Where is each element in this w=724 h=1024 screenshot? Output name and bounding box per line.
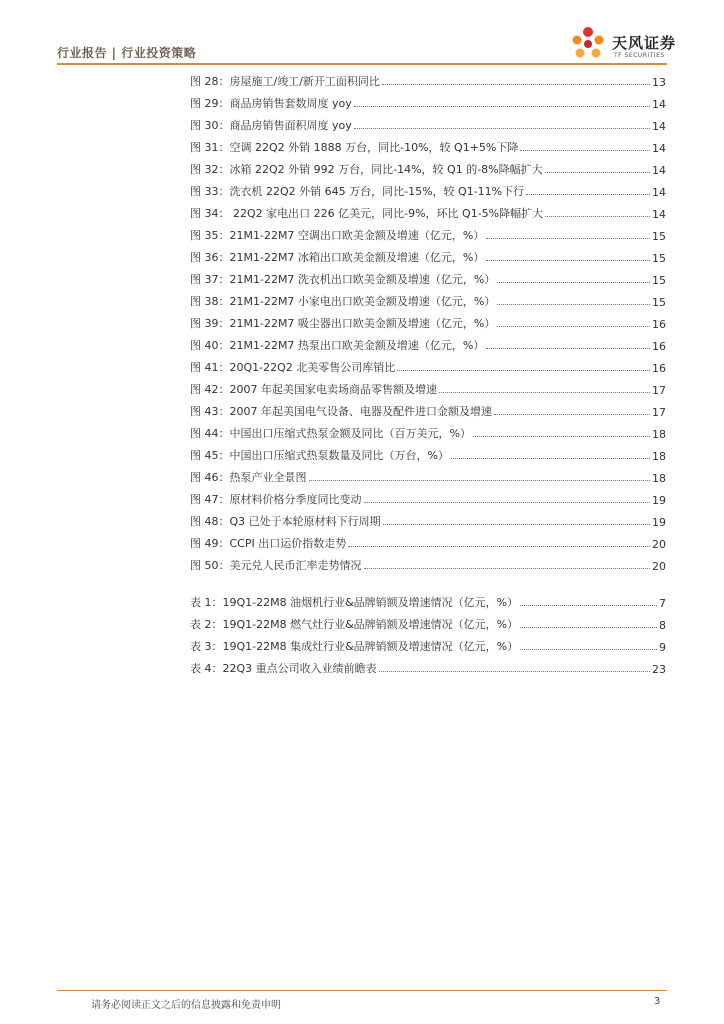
toc-entry[interactable] [190, 89, 666, 111]
toc-entry-title: 图 33：洗衣机 22Q2 外销 645 万台，同比-15%，较 Q1-11%下行 [190, 185, 525, 198]
page-number: 3 [654, 996, 661, 1007]
table-toc [190, 588, 666, 676]
dot-leader [439, 391, 650, 393]
toc-entry-page: 14 [652, 120, 666, 133]
toc-entry-page: 20 [652, 560, 666, 573]
toc-entry[interactable] [190, 419, 666, 441]
toc-entry-page: 18 [652, 472, 666, 485]
toc-entry-page: 14 [652, 164, 666, 177]
toc-entry-title: 图 35：21M1-22M7 空调出口欧美金额及增速（亿元，%） [190, 229, 485, 242]
toc-entry-title: 图 45：中国出口压缩式热泵数量及同比（万台，%） [190, 449, 449, 462]
toc-entry-title: 表 2：19Q1-22M8 燃气灶行业&品牌销额及增速情况（亿元，%） [190, 618, 519, 631]
toc-entry-title: 图 30：商品房销售面积周度 yoy [190, 119, 352, 132]
toc-entry-title: 图 38：21M1-22M7 小家电出口欧美金额及增速（亿元，%） [190, 295, 496, 308]
toc-entry-page: 15 [652, 274, 666, 287]
figure-toc [190, 67, 666, 573]
toc-entry-title: 图 50：美元兑人民币汇率走势情况 [190, 559, 362, 572]
toc-entry-title: 图 28：房屋施工/竣工/新开工面积同比 [190, 75, 380, 88]
dot-leader [451, 457, 650, 459]
footer-disclaimer: 请务必阅读正文之后的信息披露和免责申明 [91, 1000, 281, 1011]
toc-entry-page: 16 [652, 340, 666, 353]
toc-entry-page: 23 [652, 663, 666, 676]
toc-entry-title: 图 37：21M1-22M7 洗衣机出口欧美金额及增速（亿元，%） [190, 273, 496, 286]
dot-leader [354, 105, 650, 107]
toc-entry-page: 14 [652, 98, 666, 111]
dot-leader [364, 567, 651, 569]
toc-entry-title: 图 41：20Q1-22Q2 北美零售公司库销比 [190, 361, 396, 374]
toc-entry-title: 图 46：热泵产业全景图 [190, 471, 307, 484]
dot-leader [348, 545, 650, 547]
header-divider [57, 63, 667, 65]
toc-entry-page: 15 [652, 296, 666, 309]
toc-entry[interactable] [190, 588, 666, 610]
toc-entry[interactable] [190, 309, 666, 331]
flower-logo-icon [568, 24, 608, 64]
dot-leader [494, 413, 650, 415]
dot-leader [520, 604, 657, 606]
dot-leader [486, 237, 650, 239]
toc-entry-page: 7 [659, 597, 666, 610]
dot-leader [397, 369, 650, 371]
toc-entry-page: 18 [652, 450, 666, 463]
toc-entry-title: 图 32：冰箱 22Q2 外销 992 万台，同比-14%，较 Q1 的-8%降幅扩大 [190, 163, 543, 176]
toc-entry-title: 图 29：商品房销售套数周度 yoy [190, 97, 352, 110]
toc-entry[interactable] [190, 610, 666, 632]
toc-entry-title: 图 39：21M1-22M7 吸尘器出口欧美金额及增速（亿元，%） [190, 317, 496, 330]
toc-entry-title: 图 44：中国出口压缩式热泵金额及同比（百万美元，%） [190, 427, 471, 440]
toc-entry-title: 图 34： 22Q2 家电出口 226 亿美元，同比-9%，环比 Q1-5%降幅扩大 [190, 207, 544, 220]
dot-leader [309, 479, 651, 481]
toc-entry-title: 表 4：22Q3 重点公司收入业绩前瞻表 [190, 662, 377, 675]
toc-entry[interactable] [190, 111, 666, 133]
toc-entry[interactable] [190, 632, 666, 654]
dot-leader [486, 347, 650, 349]
toc-entry[interactable] [190, 441, 666, 463]
toc-entry-page: 16 [652, 318, 666, 331]
toc-entry-page: 15 [652, 252, 666, 265]
dot-leader [379, 670, 650, 672]
toc-entry-page: 14 [652, 208, 666, 221]
company-logo [566, 24, 676, 64]
toc-entry[interactable] [190, 485, 666, 507]
toc-entry-title: 图 48：Q3 已处于本轮原材料下行周期 [190, 515, 381, 528]
dot-leader [497, 303, 650, 305]
toc-entry-page: 19 [652, 494, 666, 507]
toc-entry[interactable] [190, 397, 666, 419]
toc-entry-page: 16 [652, 362, 666, 375]
toc-entry-title: 图 40：21M1-22M7 热泵出口欧美金额及增速（亿元，%） [190, 339, 485, 352]
dot-leader [364, 501, 651, 503]
toc-entry[interactable] [190, 331, 666, 353]
dot-leader [545, 215, 650, 217]
toc-entry[interactable] [190, 463, 666, 485]
dot-leader [497, 325, 650, 327]
dot-leader [486, 259, 650, 261]
dot-leader [520, 149, 650, 151]
dot-leader [382, 83, 650, 85]
toc-entry[interactable] [190, 551, 666, 573]
dot-leader [354, 127, 650, 129]
toc-entry[interactable] [190, 654, 666, 676]
toc-entry-page: 19 [652, 516, 666, 529]
logo-text: 天风证券 [612, 34, 677, 52]
toc-entry-page: 18 [652, 428, 666, 441]
toc-entry-title: 图 31：空调 22Q2 外销 1888 万台，同比-10%，较 Q1+5%下降 [190, 141, 519, 154]
toc-entry-page: 14 [652, 142, 666, 155]
toc-entry[interactable] [190, 287, 666, 309]
dot-leader [520, 626, 657, 628]
toc-entry-page: 13 [652, 76, 666, 89]
toc-entry[interactable] [190, 507, 666, 529]
toc-entry-title: 图 47：原材料价格分季度同比变动 [190, 493, 362, 506]
toc-entry[interactable] [190, 529, 666, 551]
dot-leader [545, 171, 650, 173]
toc-entry-page: 8 [659, 619, 666, 632]
page-header [0, 0, 724, 70]
toc-entry-page: 20 [652, 538, 666, 551]
footer-divider [57, 990, 667, 991]
toc-entry[interactable] [190, 67, 666, 89]
toc-entry[interactable] [190, 353, 666, 375]
toc-entry-page: 15 [652, 230, 666, 243]
toc-entry[interactable] [190, 177, 666, 199]
report-category: 行业报告 | 行业投资策略 [57, 46, 197, 60]
dot-leader [383, 523, 650, 525]
toc-entry-page: 9 [659, 641, 666, 654]
dot-leader [526, 193, 650, 195]
toc-entry-title: 图 36：21M1-22M7 冰箱出口欧美金额及增速（亿元，%） [190, 251, 485, 264]
dot-leader [473, 435, 650, 437]
toc-entry[interactable] [190, 199, 666, 221]
toc-entry-title: 表 1：19Q1-22M8 油烟机行业&品牌销额及增速情况（亿元，%） [190, 596, 519, 609]
toc-entry-page: 14 [652, 186, 666, 199]
toc-entry[interactable] [190, 155, 666, 177]
toc-entry-title: 表 3：19Q1-22M8 集成灶行业&品牌销额及增速情况（亿元，%） [190, 640, 519, 653]
toc-entry-title: 图 42：2007 年起美国家电卖场商品零售额及增速 [190, 383, 437, 396]
toc-entry-title: 图 43：2007 年起美国电气设备、电器及配件进口金额及增速 [190, 405, 492, 418]
toc-entry-page: 17 [652, 384, 666, 397]
toc-entry[interactable] [190, 221, 666, 243]
toc-entry[interactable] [190, 243, 666, 265]
toc-entry-title: 图 49：CCPI 出口运价指数走势 [190, 537, 347, 550]
dot-leader [520, 648, 657, 650]
toc-entry-page: 17 [652, 406, 666, 419]
toc-entry[interactable] [190, 375, 666, 397]
toc-entry[interactable] [190, 133, 666, 155]
logo-subtext: TF SECURITIES [614, 52, 665, 59]
dot-leader [497, 281, 650, 283]
toc-entry[interactable] [190, 265, 666, 287]
